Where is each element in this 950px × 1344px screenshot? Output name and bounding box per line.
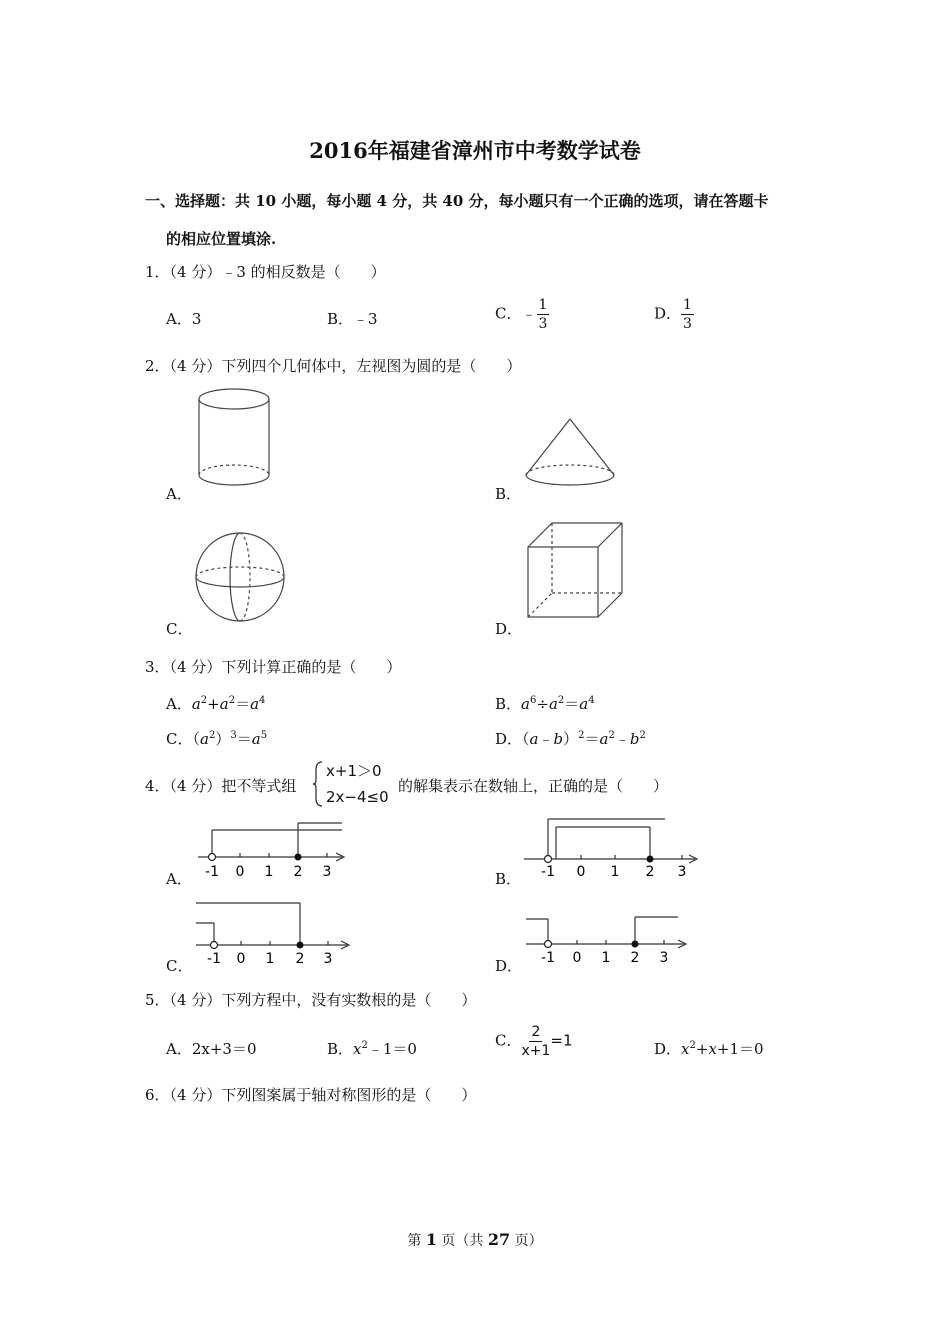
numberline-b-tick: 1 bbox=[610, 864, 620, 880]
q5-option-c: C． $\frac{2}{x+1}$ =1 bbox=[495, 1024, 573, 1059]
q1-stem: 1．（4 分）﹣3 的相反数是（ ） bbox=[145, 263, 386, 281]
current-page-number: 1 bbox=[425, 1230, 437, 1249]
q6-stem: 6．（4 分）下列图案属于轴对称图形的是（ ） bbox=[145, 1086, 477, 1104]
q1-option-b: B．﹣3 bbox=[327, 310, 378, 328]
numberline-a-tick: 0 bbox=[235, 864, 245, 880]
numberline-c-tick: 1 bbox=[265, 951, 275, 967]
numberline-a-tick: 2 bbox=[293, 864, 303, 880]
numberline-c-tick: -1 bbox=[207, 951, 221, 967]
q4-stem-pre: 4．（4 分）把不等式组 bbox=[145, 777, 297, 795]
q2-option-a: A． bbox=[166, 485, 192, 503]
numberline-d-tick: 3 bbox=[659, 950, 669, 966]
q5-option-b: B．$x^2﹣1=0$ bbox=[327, 1040, 417, 1058]
total-page-count: 27 bbox=[487, 1230, 511, 1249]
q4-inequality-1: x+1＞0 bbox=[326, 762, 382, 780]
q2-option-b: B． bbox=[495, 485, 522, 503]
q4-option-b: B． bbox=[495, 870, 522, 888]
q4-brace bbox=[312, 760, 324, 808]
section-heading-line2: 的相应位置填涂. bbox=[166, 230, 277, 248]
q4-option-a: A． bbox=[166, 870, 192, 888]
cone-figure bbox=[518, 415, 623, 495]
q3-stem: 3．（4 分）下列计算正确的是（ ） bbox=[145, 658, 402, 676]
q4-inequality-2: 2x−4≤0 bbox=[326, 788, 389, 806]
q3-option-a: A．$a^2+a^2=a^4$ bbox=[166, 695, 266, 713]
q5-c-fraction: $\frac{2}{x+1}$ bbox=[521, 1024, 551, 1059]
numberline-c-tick: 0 bbox=[236, 951, 246, 967]
numberline-b bbox=[520, 815, 705, 880]
q3-option-c: C．$(a^2)^3=a^5$ bbox=[166, 730, 268, 748]
numberline-a-tick: 3 bbox=[322, 864, 332, 880]
q4-option-c: C． bbox=[166, 957, 193, 975]
q1-option-d: D． $\frac{1}{3}$ bbox=[654, 297, 692, 332]
numberline-b-tick: 3 bbox=[677, 864, 687, 880]
q1-option-c: C．﹣ $\frac{1}{3}$ bbox=[495, 297, 548, 332]
numberline-a-tick: 1 bbox=[264, 864, 274, 880]
numberline-d-tick: 0 bbox=[572, 950, 582, 966]
q1-d-fraction: $\frac{1}{3}$ bbox=[683, 297, 692, 332]
q5-option-a: A．2x+3＝0 bbox=[166, 1040, 257, 1058]
numberline-a bbox=[192, 820, 352, 880]
page-title: 2016年福建省漳州市中考数学试卷 bbox=[309, 138, 641, 163]
q1-option-a: A．3 bbox=[166, 310, 202, 328]
numberline-b-tick: 0 bbox=[576, 864, 586, 880]
q3-option-d: D．$(a﹣b)^2=a^2﹣b^2$ bbox=[495, 730, 646, 748]
numberline-c bbox=[192, 895, 357, 970]
q5-option-d: D．$x^2+x+1=0$ bbox=[654, 1040, 764, 1058]
numberline-d-tick: -1 bbox=[541, 950, 555, 966]
q4-stem-post: 的解集表示在数轴上，正确的是（ ） bbox=[398, 777, 669, 795]
page-footer: 第 1 页（共 27 页） bbox=[407, 1230, 543, 1249]
numberline-b-tick: -1 bbox=[541, 864, 555, 880]
q5-stem: 5．（4 分）下列方程中，没有实数根的是（ ） bbox=[145, 991, 477, 1009]
cylinder-figure bbox=[190, 385, 280, 490]
numberline-d bbox=[522, 905, 692, 970]
q2-stem: 2．（4 分）下列四个几何体中，左视图为圆的是（ ） bbox=[145, 357, 522, 375]
q2-option-c: C． bbox=[166, 620, 193, 638]
numberline-b-tick: 2 bbox=[645, 864, 655, 880]
sphere-figure bbox=[190, 530, 290, 625]
numberline-a-tick: -1 bbox=[205, 864, 219, 880]
section-heading-line1: 一、选择题：共 10 小题，每小题 4 分，共 40 分，每小题只有一个正确的选项，请在答题卡 bbox=[145, 192, 769, 210]
numberline-c-tick: 3 bbox=[323, 951, 333, 967]
cube-figure bbox=[520, 515, 630, 625]
q2-option-d: D． bbox=[495, 620, 523, 638]
q4-option-d: D． bbox=[495, 957, 523, 975]
numberline-d-tick: 1 bbox=[601, 950, 611, 966]
numberline-d-tick: 2 bbox=[630, 950, 640, 966]
q3-option-b: B．$a^6\div a^2=a^4$ bbox=[495, 695, 595, 713]
numberline-c-tick: 2 bbox=[295, 951, 305, 967]
q1-c-fraction: $\frac{1}{3}$ bbox=[538, 297, 548, 332]
